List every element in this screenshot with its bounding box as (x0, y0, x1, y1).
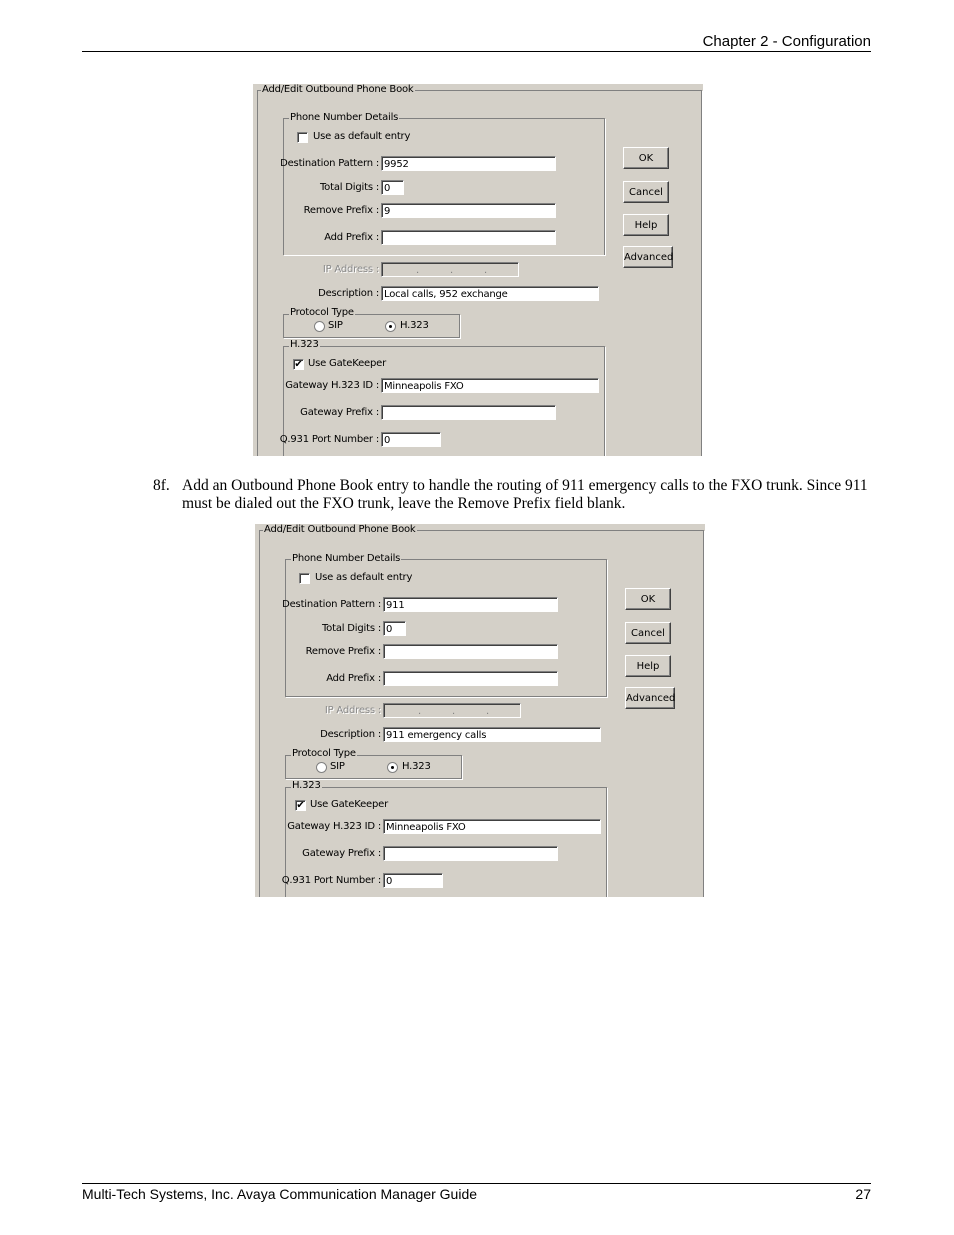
use-gatekeeper-label: Use GateKeeper (308, 358, 386, 369)
sip-label: SIP (330, 761, 345, 772)
q931-port-input[interactable]: 0 (381, 432, 441, 447)
gateway-prefix-input[interactable] (383, 846, 558, 861)
page-number: 27 (855, 1186, 871, 1202)
cancel-button[interactable]: Cancel (623, 181, 669, 203)
use-default-label: Use as default entry (313, 131, 411, 142)
advanced-button[interactable]: Advanced (625, 687, 675, 709)
gateway-h323-id-input[interactable]: Minneapolis FXO (381, 378, 599, 393)
step-text: Add an Outbound Phone Book entry to handle the routing of 911 emergency calls to the FXO trunk. Since 911 must be dialed out the FXO trunk, leave the Remove Prefix field blank. (182, 477, 868, 512)
h323-radio[interactable] (385, 321, 396, 332)
phone-number-details-legend: Phone Number Details (292, 553, 401, 564)
h323-radio-label: H.323 (400, 320, 429, 331)
total-digits-input[interactable]: 0 (381, 180, 404, 195)
sip-label: SIP (328, 320, 343, 331)
remove-prefix-input[interactable] (383, 644, 558, 659)
dialog-title: Add/Edit Outbound Phone Book (262, 84, 414, 95)
remove-prefix-label: Remove Prefix : (305, 646, 381, 657)
gateway-prefix-label: Gateway Prefix : (302, 848, 381, 859)
add-prefix-input[interactable] (383, 671, 558, 686)
sip-radio[interactable] (316, 762, 327, 773)
add-prefix-label: Add Prefix : (326, 673, 381, 684)
add-prefix-input[interactable] (381, 230, 556, 245)
add-prefix-label: Add Prefix : (324, 232, 379, 243)
description-label: Description : (318, 288, 379, 299)
total-digits-label: Total Digits : (319, 182, 379, 193)
sip-radio[interactable] (314, 321, 325, 332)
remove-prefix-input[interactable]: 9 (381, 203, 556, 218)
description-label: Description : (320, 729, 381, 740)
gateway-h323-id-label: Gateway H.323 ID : (287, 821, 381, 832)
ip-address-label: IP Address : (324, 705, 381, 716)
gateway-prefix-label: Gateway Prefix : (300, 407, 379, 418)
h323-legend: H.323 (290, 339, 319, 350)
q931-port-label: Q.931 Port Number : (279, 434, 379, 445)
cancel-button[interactable]: Cancel (625, 622, 671, 644)
use-gatekeeper-label: Use GateKeeper (310, 799, 388, 810)
ip-address-input: . . . (383, 703, 521, 718)
footer-title: Multi-Tech Systems, Inc. Avaya Communication Manager Guide (82, 1186, 478, 1202)
use-default-checkbox[interactable] (299, 573, 310, 584)
q931-port-input[interactable]: 0 (383, 873, 443, 888)
protocol-type-legend: Protocol Type (290, 307, 354, 318)
protocol-type-legend: Protocol Type (292, 748, 356, 759)
q931-port-label: Q.931 Port Number : (281, 875, 381, 886)
help-button[interactable]: Help (625, 655, 671, 677)
description-input[interactable]: 911 emergency calls (383, 727, 601, 742)
phone-number-details-legend: Phone Number Details (290, 112, 399, 123)
ok-button[interactable]: OK (623, 147, 669, 169)
h323-legend: H.323 (292, 780, 321, 791)
gateway-h323-id-input[interactable]: Minneapolis FXO (383, 819, 601, 834)
remove-prefix-label: Remove Prefix : (303, 205, 379, 216)
use-gatekeeper-checkbox[interactable]: ✔ (294, 359, 303, 370)
gateway-prefix-input[interactable] (381, 405, 556, 420)
h323-radio-label: H.323 (402, 761, 431, 772)
gateway-h323-id-label: Gateway H.323 ID : (285, 380, 379, 391)
destination-pattern-input[interactable]: 911 (383, 597, 558, 612)
ip-address-label: IP Address : (322, 264, 379, 275)
chapter-title: Chapter 2 - Configuration (702, 33, 871, 50)
step-number: 8f. (153, 477, 170, 494)
h323-radio[interactable] (387, 762, 398, 773)
phone-book-dialog-2 (255, 524, 705, 897)
phone-book-dialog-1 (253, 84, 703, 456)
ip-address-input: . . . (381, 262, 519, 277)
help-button[interactable]: Help (623, 214, 669, 236)
advanced-button[interactable]: Advanced (623, 246, 673, 268)
description-input[interactable]: Local calls, 952 exchange (381, 286, 599, 301)
dialog-title: Add/Edit Outbound Phone Book (264, 524, 416, 535)
use-gatekeeper-checkbox[interactable]: ✔ (296, 800, 305, 811)
use-default-checkbox[interactable] (297, 132, 308, 143)
destination-pattern-label: Destination Pattern : (280, 158, 379, 169)
page-footer (82, 1183, 871, 1204)
page-header (82, 33, 871, 52)
total-digits-input[interactable]: 0 (383, 621, 406, 636)
destination-pattern-label: Destination Pattern : (282, 599, 381, 610)
use-default-label: Use as default entry (315, 572, 413, 583)
ok-button[interactable]: OK (625, 588, 671, 610)
destination-pattern-input[interactable]: 9952 (381, 156, 556, 171)
total-digits-label: Total Digits : (321, 623, 381, 634)
